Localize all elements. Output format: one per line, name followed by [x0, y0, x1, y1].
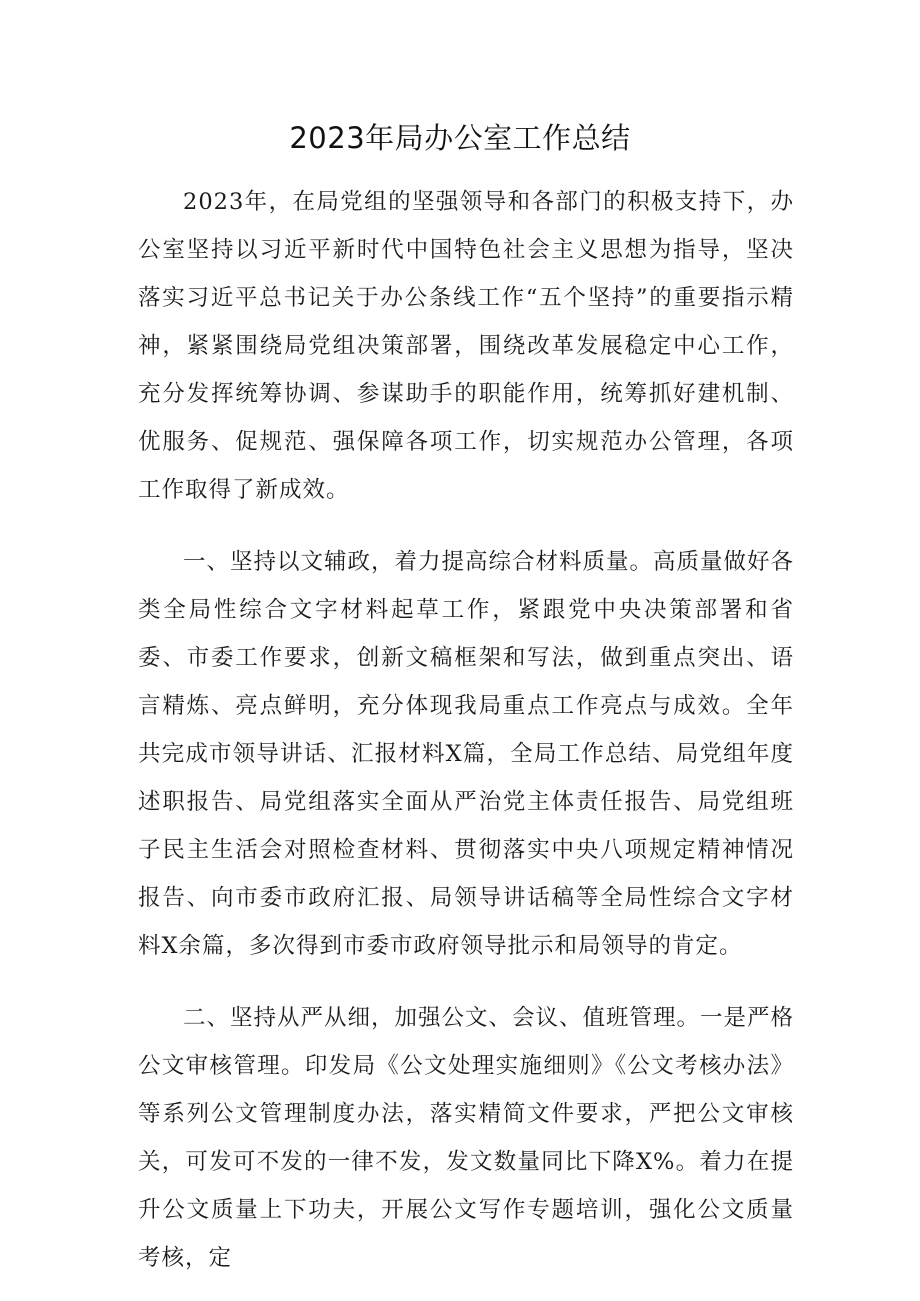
- paragraph-section-one: 一、坚持以文辅政，着力提高综合材料质量。高质量做好各类全局性综合文字材料起草工作，紧跟党中央决策部署和省委、市委工作要求，创新文稿框架和写法，做到重点突出、语言精炼、亮点鲜明，充分体现我局重点工作亮点与成效。全年共完成市领导讲话、汇报材料X篇，全局工作总结、局党组年度述职报告、局党组落实全面从严治党主体责任报告、局党组班子民主生活会对照检查材料、贯彻落实中央八项规定精神情况报告、向市委市政府汇报、局领导讲话稿等全局性综合文字材料X余篇，多次得到市委市政府领导批示和局领导的肯定。: [138, 549, 795, 959]
- document-title: 2023年局办公室工作总结: [289, 121, 631, 155]
- paragraph-section-two: 二、坚持从严从细，加强公文、会议、值班管理。一是严格公文审核管理。印发局《公文处理实施细则》《公文考核办法》等系列公文管理制度办法，落实精简文件要求，严把公文审核关，可发可不发的一律不发，发文数量同比下降X%。着力在提升公文质量上下功夫，开展公文写作专题培训，强化公文质量考核，定: [138, 1005, 795, 1271]
- paragraph-intro: 2023年，在局党组的坚强领导和各部门的积极支持下，办公室坚持以习近平新时代中国特色社会主义思想为指导，坚决落实习近平总书记关于办公条线工作“五个坚持”的重要指示精神，紧紧围绕局党组决策部署，围绕改革发展稳定中心工作，充分发挥统筹协调、参谋助手的职能作用，统筹抓好建机制、优服务、促规范、强保障各项工作，切实规范办公管理，各项工作取得了新成效。: [138, 189, 794, 503]
- document-body: [138, 178, 794, 1282]
